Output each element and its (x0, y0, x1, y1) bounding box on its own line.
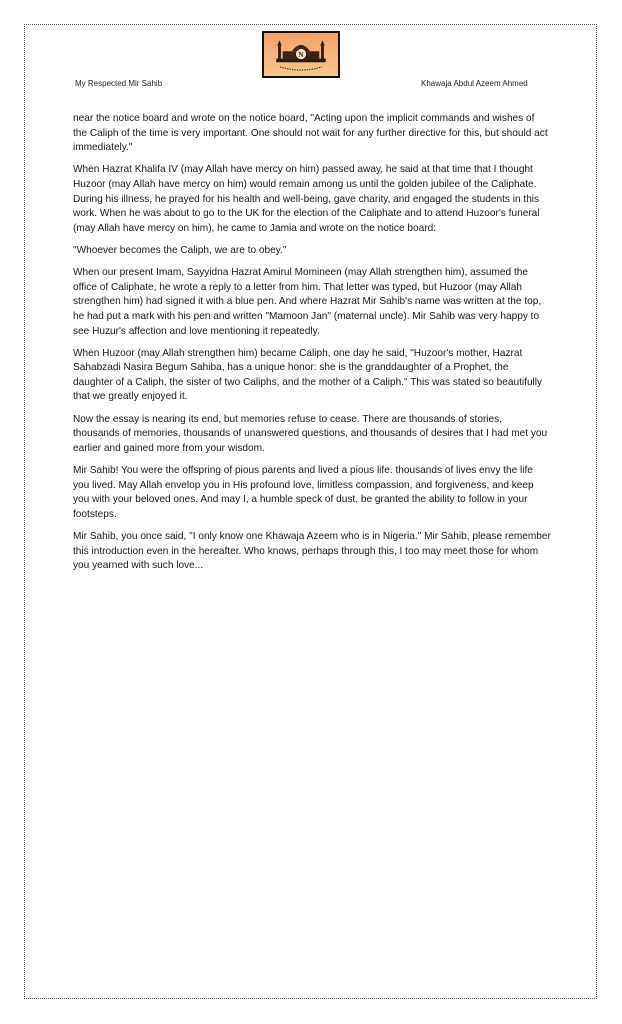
paragraph: When our present Imam, Sayyidna Hazrat Amirul Momineen (may Allah strengthen him), assumed the office of Caliphate, he wrote a reply to a letter from him. That letter was typed, but Huzoor (may Allah strengthen him) had signed it with a blue pen. And where Hazrat Mir Sahib's name was written at the top, he had put a mark with his pen and written "Mamoon Jan" (maternal uncle). Mir Sahib was very happy to see Huzur's affection and love mentioning it repeatedly. (73, 267, 542, 337)
paragraph: Mir Sahib! You were the offspring of pious parents and lived a pious life. thousands of lives envy the life you lived. May Allah envelop you in His profound love, limitless compassion, and forgiveness, and keep you with your beloved ones. And may I, a humble speck of dust, be granted the ability to follow in your footsteps. (73, 465, 534, 520)
body-text (73, 112, 551, 581)
paragraph: "Whoever becomes the Caliph, we are to obey." (73, 244, 287, 256)
paragraph: When Hazrat Khalifa IV (may Allah have mercy on him) passed away, he said at that time that I thought Huzoor (may Allah have mercy on him) would remain among us until the golden jubilee of the Caliphate. During his illness, he prayed for his health and well-being, gave charity, and engaged the students in this work. When he was about to go to the UK for the election of the Caliphate and to attend Huzoor's funeral (may Allah have mercy on him), he came to Jamia and wrote on the notice board: (73, 164, 540, 234)
paragraph: Now the essay is nearing its end, but memories refuse to cease. There are thousands of stories, thousands of memories, thousands of unanswered questions, and thousands of desires that I had met you earlier and gained more from your wisdom. (73, 413, 548, 454)
header-right: Khawaja Abdul Azeem Ahmed (421, 79, 528, 88)
paragraph: Mir Sahib, you once said, "I only know one Khawaja Azeem who is in Nigeria." Mir Sahib, please remember this introduction even in the hereafter. Who knows, perhaps through this, I too may meet those for whom you yearned with such love... (73, 531, 551, 572)
logo-letter: N (298, 49, 304, 59)
mosque-seal-logo (262, 31, 340, 78)
header-left: My Respected Mir Sahib (75, 79, 163, 88)
paragraph: When Huzoor (may Allah strengthen him) became Caliph, one day he said, "Huzoor's mother, Hazrat Sahabzadi Nasira Begum Sahiba, has a unique honor: she is the granddaughter of a Prophet, the daughter of a Caliph, the sister of two Caliphs, and the mother of a Caliph." This was stated so beautifully that we greatly enjoyed it. (73, 347, 543, 403)
logo-graphic (264, 33, 338, 76)
paragraph: near the notice board and wrote on the notice board, "Acting upon the implicit commands and wishes of the Caliph of the time is very important. One should not wait for any further directive for this, but should act immediately." (73, 113, 548, 154)
